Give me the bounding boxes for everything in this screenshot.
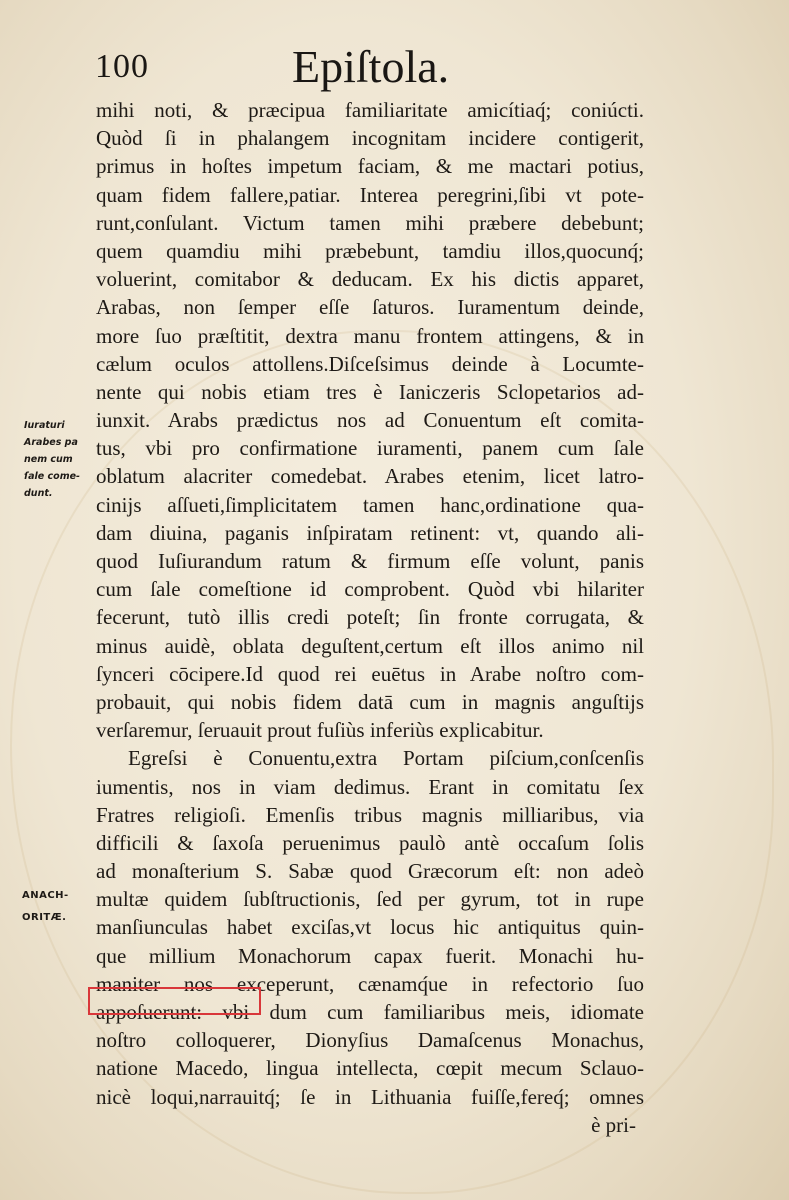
margin-note-line: ANACH-	[22, 890, 69, 901]
text-line: cum ſale comeſtione id comprobent. Quòd vbi hilariter	[96, 577, 644, 602]
margin-note-line: ORITÆ.	[22, 912, 67, 923]
text-line: dam diuina, paganis inſpiratam retinent: vt, quando ali-	[96, 520, 644, 545]
text-line: cælum oculos attollens.Diſceſsimus deinde à Locumte-	[96, 351, 644, 376]
text-line: difficili & ſaxoſa peruenimus paulò antè occaſum ſolis	[96, 830, 644, 855]
text-line: primus in hoſtes impetum faciam, & me mactari potius,	[96, 154, 644, 179]
text-line: que millium Monachorum capax fuerit. Monachi hu-	[96, 943, 644, 968]
body-text	[96, 96, 644, 1139]
text-line: ad monaſterium S. Sabæ quod Græcorum eſt: non adeò	[96, 859, 644, 884]
margin-note-line: ſale come-	[24, 471, 80, 482]
text-line: oblatum alacriter comedebat. Arabes etenim, licet latro-	[96, 464, 644, 489]
text-line: Fratres religioſi. Emenſis tribus magnis milliaribus, via	[96, 802, 644, 827]
text-line: more ſuo præſtitit, dextra manu frontem attingens, & in	[96, 323, 644, 348]
text-line: tus, vbi pro confirmatione iuramenti, panem cum ſale	[96, 436, 644, 461]
margin-note-oath	[24, 417, 80, 502]
text-line: quam fidem fallere,patiar. Interea peregrini,ſibi vt pote-	[96, 182, 644, 207]
text-line: cinijs aſſueti,ſimplicitatem tamen hanc,ordinatione qua-	[96, 492, 644, 517]
running-head: Epiſtola.	[292, 41, 450, 92]
text-line: maniter nos exceperunt, cænamq́ue in refectorio ſuo	[96, 971, 644, 996]
text-line: probauit, qui nobis fidem datā cum in magnis anguſtijs	[96, 689, 644, 714]
text-line: nicè loqui,narrauitq́; ſe in Lithuania fuiſſe,fereq́; omnes	[96, 1084, 644, 1109]
text-line: quod Iuſiurandum ratum & firmum eſſe volunt, panis	[96, 549, 644, 573]
text-line: mihi noti, & præcipua familiaritate amicítiaq́; coniúcti.	[96, 98, 644, 122]
text-line: nente qui nobis etiam tres è Ianiczeris Sclopetarios ad-	[96, 379, 644, 404]
margin-note-line: nem cum	[24, 454, 73, 465]
margin-note-line: Iuraturi	[24, 420, 65, 431]
text-line: Quòd ſi in phalangem incognitam incidere contigerit,	[96, 126, 644, 151]
text-line: Egreſsi è Conuentu,extra Portam piſcium,conſcenſis	[128, 746, 644, 771]
text-line: natione Macedo, lingua intellecta, cœpit mecum Sclauo-	[96, 1056, 644, 1081]
text-line: runt,conſulant. Victum tamen mihi præbere debebunt;	[96, 210, 644, 235]
margin-note-line: dunt.	[24, 488, 53, 499]
text-line: iunxit. Arabs prædictus nos ad Conuentum eſt comita-	[96, 408, 644, 433]
catchword: è pri-	[591, 1112, 636, 1137]
text-line: appoſuerunt: vbi dum cum familiaribus meis, idiomate	[96, 1000, 644, 1024]
text-line: quem quamdiu mihi præbebunt, tamdiu illos,quocunq́;	[96, 238, 644, 263]
margin-note-anachorites	[22, 885, 69, 929]
text-line: ſynceri cōcipere.Id quod rei euētus in Arabe noſtro com-	[96, 661, 644, 686]
text-line: Arabas, non ſemper eſſe ſaturos. Iuramentum deinde,	[96, 295, 644, 320]
text-line: voluerint, comitabor & deducam. Ex his dictis apparet,	[96, 267, 644, 292]
page-number: 100	[95, 48, 149, 85]
margin-note-line: Arabes pa	[24, 437, 78, 448]
highlight-box	[88, 987, 261, 1015]
text-line: iumentis, nos in viam dedimus. Erant in comitatu ſex	[96, 774, 644, 799]
text-line: fecerunt, tutò illis credi poteſt; ſin fronte corrugata, &	[96, 605, 644, 630]
text-line: manſiunculas habet exciſas,vt locus hic antiquitus quin-	[96, 915, 644, 940]
text-line: verſaremur, ſeruauit prout fuſiùs inferiùs explicabitur.	[96, 718, 544, 743]
text-line: multæ quidem ſubſtructionis, ſed per gyrum, tot in rupe	[96, 887, 644, 912]
text-line: minus auidè, oblata deguſtent,certum eſt illos animo nil	[96, 633, 644, 658]
text-line: noſtro colloquerer, Dionyſius Damaſcenus Monachus,	[96, 1028, 644, 1053]
